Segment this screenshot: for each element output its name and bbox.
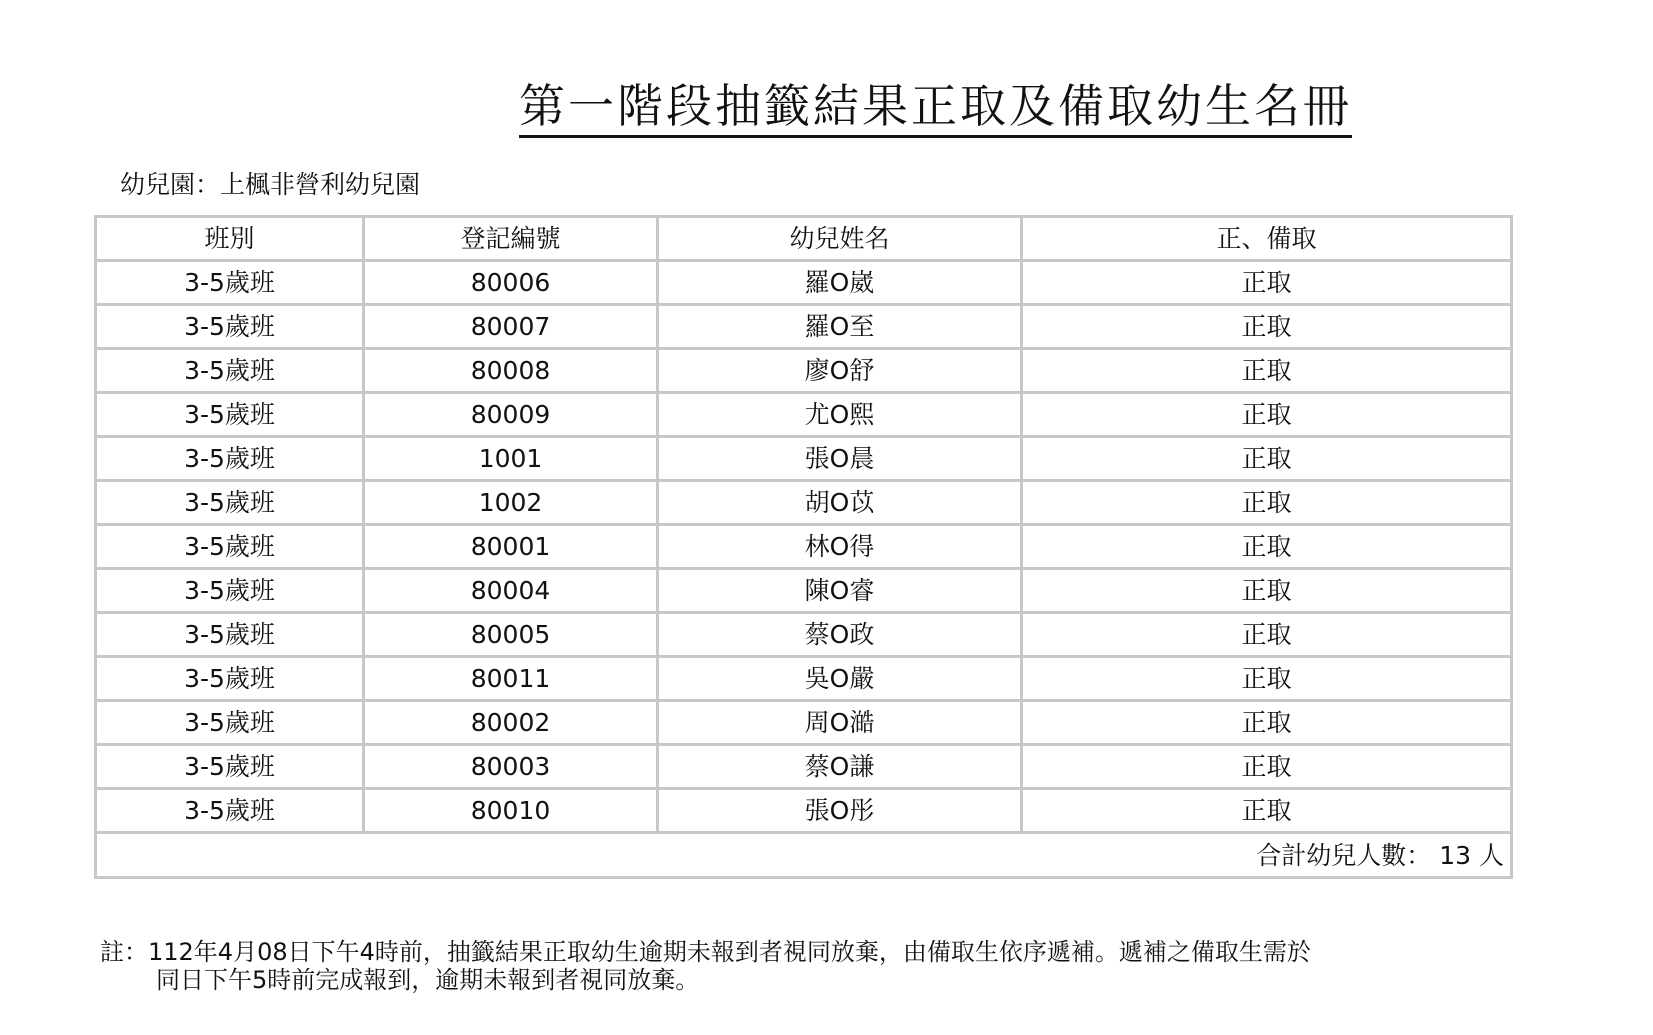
- table-row: [96, 745, 1512, 789]
- cell-class: 3-5歲班: [96, 613, 364, 657]
- table-row: [96, 305, 1512, 349]
- cell-child-name: 尤O熙: [658, 393, 1022, 437]
- cell-class: 3-5歲班: [96, 657, 364, 701]
- cell-registration-number: 1001: [364, 437, 658, 481]
- table-row: [96, 349, 1512, 393]
- note-line-1: 註：112年4月08日下午4時前，抽籤結果正取幼生逾期未報到者視同放棄，由備取生依序遞補。遞補之備取生需於: [100, 938, 1311, 966]
- cell-child-name: 吳O嚴: [658, 657, 1022, 701]
- cell-admission-status: 正取: [1022, 393, 1512, 437]
- table-row: [96, 613, 1512, 657]
- cell-registration-number: 80003: [364, 745, 658, 789]
- note-line-2: 同日下午5時前完成報到，逾期未報到者視同放棄。: [156, 966, 700, 994]
- cell-child-name: 羅O崴: [658, 261, 1022, 305]
- cell-child-name: 張O彤: [658, 789, 1022, 833]
- table-header-row: [96, 217, 1512, 261]
- total-children-count: 合計幼兒人數： 13 人: [96, 833, 1512, 878]
- cell-class: 3-5歲班: [96, 349, 364, 393]
- cell-admission-status: 正取: [1022, 349, 1512, 393]
- table-row: [96, 569, 1512, 613]
- cell-class: 3-5歲班: [96, 745, 364, 789]
- table-total-row: [96, 833, 1512, 878]
- page-title: [0, 76, 1653, 136]
- table-row: [96, 481, 1512, 525]
- header-child-name: 幼兒姓名: [658, 217, 1022, 261]
- cell-admission-status: 正取: [1022, 613, 1512, 657]
- table-row: [96, 657, 1512, 701]
- cell-child-name: 羅O至: [658, 305, 1022, 349]
- cell-child-name: 蔡O謙: [658, 745, 1022, 789]
- table-row: [96, 261, 1512, 305]
- cell-class: 3-5歲班: [96, 261, 364, 305]
- cell-admission-status: 正取: [1022, 525, 1512, 569]
- header-class: 班別: [96, 217, 364, 261]
- cell-registration-number: 80007: [364, 305, 658, 349]
- cell-child-name: 周O澔: [658, 701, 1022, 745]
- cell-child-name: 陳O睿: [658, 569, 1022, 613]
- cell-class: 3-5歲班: [96, 393, 364, 437]
- cell-admission-status: 正取: [1022, 789, 1512, 833]
- table-row: [96, 437, 1512, 481]
- cell-registration-number: 80005: [364, 613, 658, 657]
- cell-admission-status: 正取: [1022, 657, 1512, 701]
- cell-registration-number: 80001: [364, 525, 658, 569]
- cell-class: 3-5歲班: [96, 305, 364, 349]
- cell-child-name: 林O得: [658, 525, 1022, 569]
- cell-admission-status: 正取: [1022, 305, 1512, 349]
- cell-registration-number: 80002: [364, 701, 658, 745]
- cell-registration-number: 80009: [364, 393, 658, 437]
- table-row: [96, 789, 1512, 833]
- cell-registration-number: 80006: [364, 261, 658, 305]
- cell-admission-status: 正取: [1022, 437, 1512, 481]
- cell-admission-status: 正取: [1022, 701, 1512, 745]
- table-row: [96, 393, 1512, 437]
- roster-table: [94, 215, 1513, 879]
- roster-body: [96, 261, 1512, 878]
- cell-child-name: 張O晨: [658, 437, 1022, 481]
- cell-admission-status: 正取: [1022, 745, 1512, 789]
- header-registration-number: 登記編號: [364, 217, 658, 261]
- cell-class: 3-5歲班: [96, 481, 364, 525]
- cell-admission-status: 正取: [1022, 569, 1512, 613]
- cell-class: 3-5歲班: [96, 525, 364, 569]
- cell-registration-number: 1002: [364, 481, 658, 525]
- cell-admission-status: 正取: [1022, 261, 1512, 305]
- cell-registration-number: 80011: [364, 657, 658, 701]
- cell-child-name: 廖O舒: [658, 349, 1022, 393]
- table-row: [96, 701, 1512, 745]
- table-row: [96, 525, 1512, 569]
- note: [100, 938, 1540, 994]
- header-admission-status: 正、備取: [1022, 217, 1512, 261]
- cell-class: 3-5歲班: [96, 437, 364, 481]
- page-title-text: 第一階段抽籤結果正取及備取幼生名冊: [519, 79, 1352, 138]
- cell-child-name: 胡O苡: [658, 481, 1022, 525]
- cell-registration-number: 80010: [364, 789, 658, 833]
- cell-class: 3-5歲班: [96, 569, 364, 613]
- cell-class: 3-5歲班: [96, 789, 364, 833]
- cell-admission-status: 正取: [1022, 481, 1512, 525]
- cell-class: 3-5歲班: [96, 701, 364, 745]
- cell-child-name: 蔡O政: [658, 613, 1022, 657]
- kindergarten-name: 幼兒園：上楓非營利幼兒園: [120, 170, 421, 199]
- cell-registration-number: 80008: [364, 349, 658, 393]
- cell-registration-number: 80004: [364, 569, 658, 613]
